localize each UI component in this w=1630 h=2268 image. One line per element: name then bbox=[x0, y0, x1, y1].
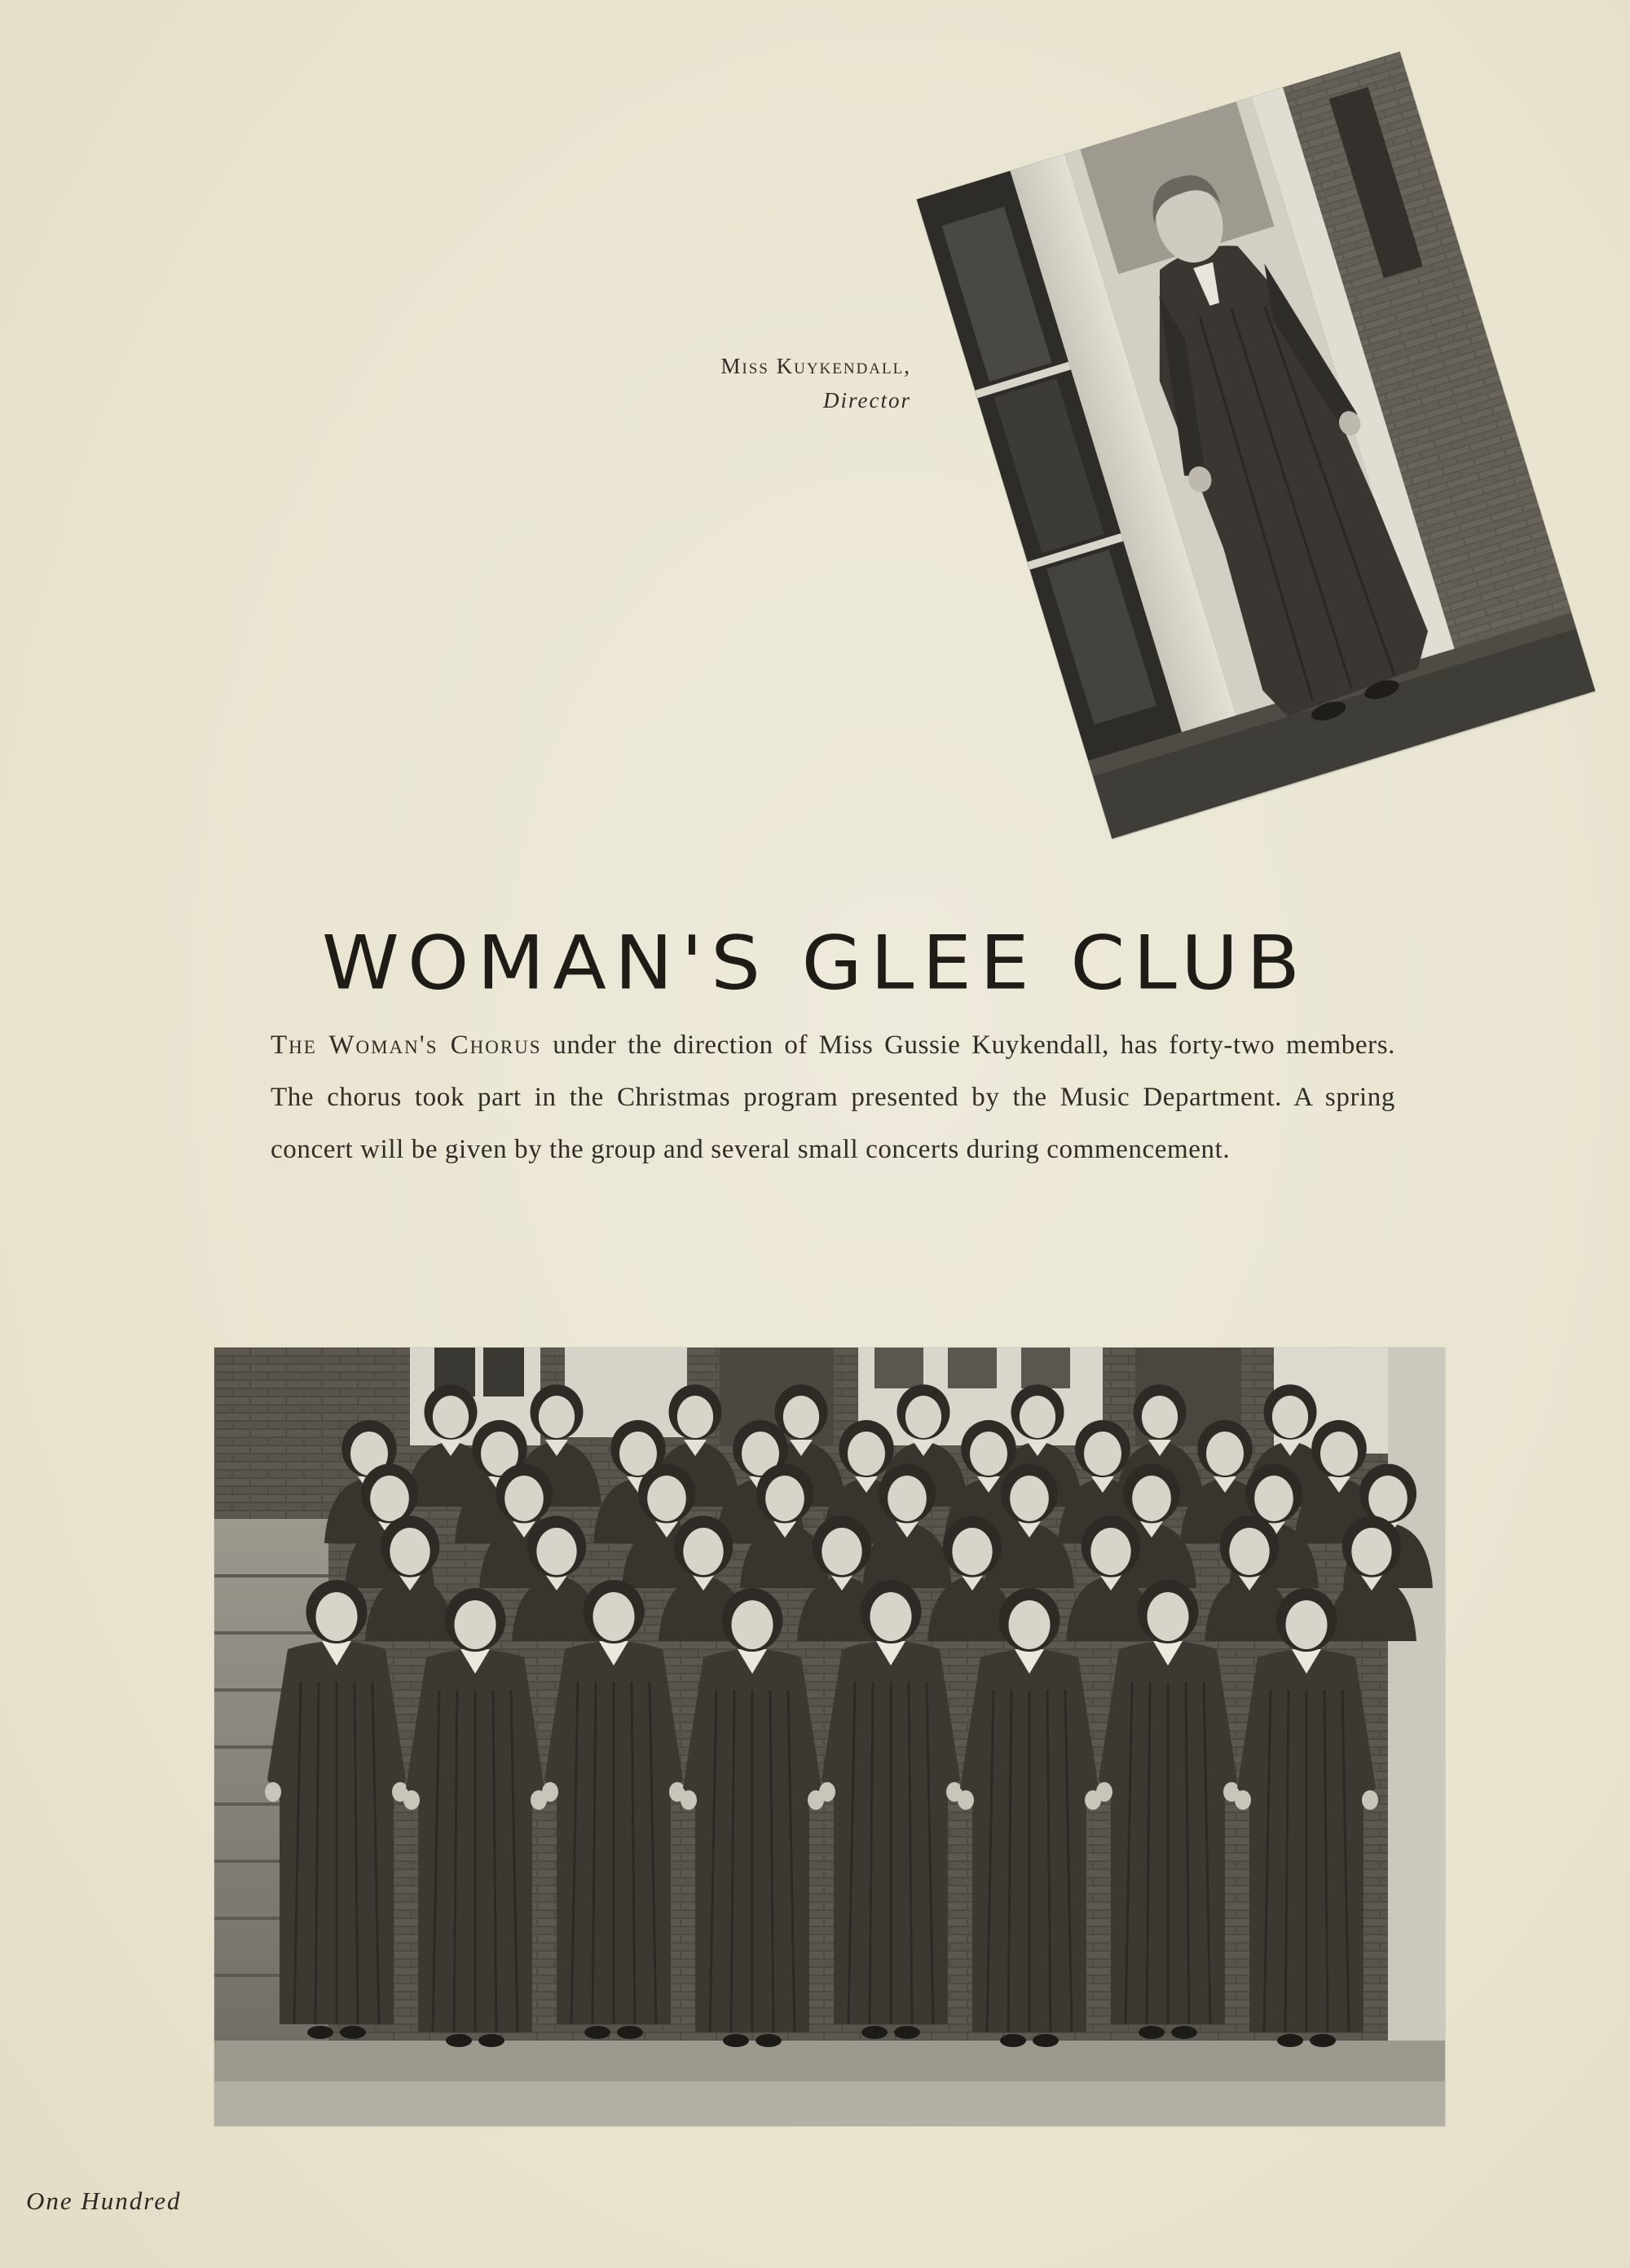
paragraph-lead: The Woman's Chorus bbox=[271, 1030, 542, 1060]
director-role: Director bbox=[823, 388, 911, 413]
director-name: Miss Kuykendall, bbox=[720, 354, 911, 378]
body-paragraph bbox=[271, 1019, 1395, 1176]
director-caption bbox=[720, 349, 911, 417]
page-headline: WOMAN'S GLEE CLUB bbox=[321, 919, 1309, 1007]
director-portrait-photo bbox=[917, 51, 1596, 838]
page-number: One Hundred bbox=[26, 2186, 182, 2215]
paragraph-text: under the direction of Miss Gussie Kuykendall, has forty-two members. The chorus took part in the Christmas program presented by the Music Department. A spring concert will be given by the group and several small concerts during commencement. bbox=[271, 1030, 1396, 1164]
glee-club-group-photo bbox=[214, 1348, 1445, 2126]
